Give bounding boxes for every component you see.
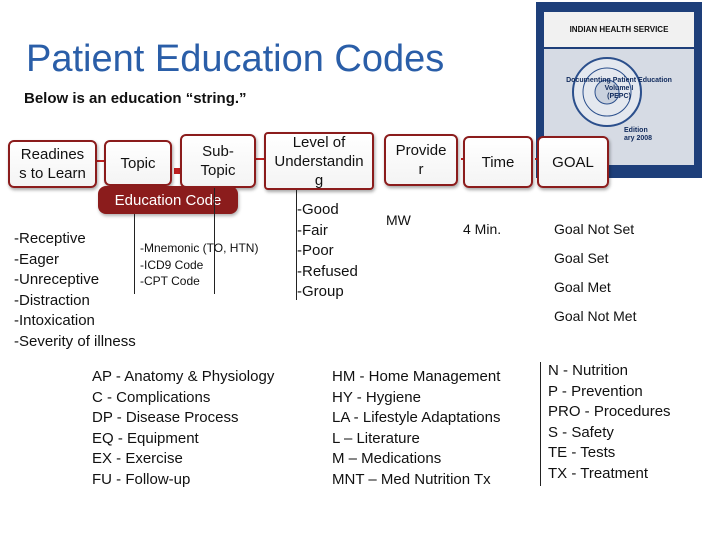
cover-title: Documenting Patient Education Volume I (PEPC) [566, 77, 672, 100]
list-item: -Intoxication [14, 312, 95, 329]
list-item: C - Complications [92, 388, 211, 406]
list-item: MNT – Med Nutrition Tx [332, 470, 491, 488]
list-item: -CPT Code [140, 274, 200, 288]
connector-readiness-topic [96, 160, 104, 162]
list-item: -Distraction [14, 291, 90, 309]
list-item: N - Nutrition [548, 362, 629, 379]
list-item: FU - Follow-up [92, 470, 191, 488]
list-item: DP - Disease Process [92, 409, 239, 426]
goal-item: Goal Met [554, 279, 611, 295]
topic-box: Topic [104, 140, 172, 186]
list-item: HY - Hygiene [332, 388, 421, 406]
page-title: Patient Education Codes [26, 38, 445, 80]
goal-box: GOAL [537, 136, 609, 188]
subtopic-bracket [134, 214, 135, 294]
codes-bracket [540, 362, 541, 486]
time-box: Time [463, 136, 533, 188]
list-item: EX - Exercise [92, 450, 183, 467]
time-value: 4 Min. [463, 221, 502, 237]
list-item: -Refused [297, 262, 358, 280]
list-item: -ICD9 Code [140, 257, 204, 272]
list-item: AP - Anatomy & Physiology [92, 368, 275, 385]
list-item: L – Literature [332, 429, 420, 447]
list-item: -Receptive [14, 230, 86, 247]
provider-box: Provide r [384, 134, 458, 186]
level-box: Level of Understandin g [264, 132, 374, 190]
list-item: EQ - Equipment [92, 429, 199, 447]
list-item: TE - Tests [548, 444, 616, 461]
list-item: PRO - Procedures [548, 403, 671, 420]
readiness-list [14, 229, 136, 352]
provider-value: MW [386, 212, 411, 228]
list-item: LA - Lifestyle Adaptations [332, 409, 501, 426]
list-item: -Severity of illness [14, 332, 136, 350]
readiness-box: Readines s to Learn [8, 140, 97, 188]
list-item: P - Prevention [548, 382, 643, 400]
list-item: -Unreceptive [14, 271, 100, 288]
list-item: -Group [297, 283, 344, 300]
subtopic-box: Sub- Topic [180, 134, 256, 188]
list-item: -Good [297, 201, 339, 218]
page-subtitle: Below is an education “string.” [24, 90, 247, 107]
cover-edition: Edition ary 2008 [624, 127, 653, 142]
goal-item: Goal Not Met [554, 308, 637, 324]
codes-column-3 [548, 361, 671, 484]
level-list [297, 200, 358, 303]
codes-column-2 [332, 367, 500, 490]
list-item: -Poor [297, 242, 334, 259]
list-item: TX - Treatment [548, 464, 649, 482]
cover-header: INDIAN HEALTH SERVICE [544, 12, 694, 47]
list-item: -Eager [14, 250, 60, 268]
list-item: S - Safety [548, 423, 614, 441]
list-item: HM - Home Management [332, 368, 501, 385]
goal-item: Goal Set [554, 250, 609, 266]
list-item: -Fair [297, 221, 328, 239]
list-item: -Mnemonic (TO, HTN) [140, 241, 259, 255]
codes-column-1 [92, 367, 274, 490]
goal-item: Goal Not Set [554, 221, 635, 237]
education-code-label: Education Code [98, 186, 238, 214]
list-item: M – Medications [332, 450, 442, 467]
subtopic-list [140, 240, 258, 290]
